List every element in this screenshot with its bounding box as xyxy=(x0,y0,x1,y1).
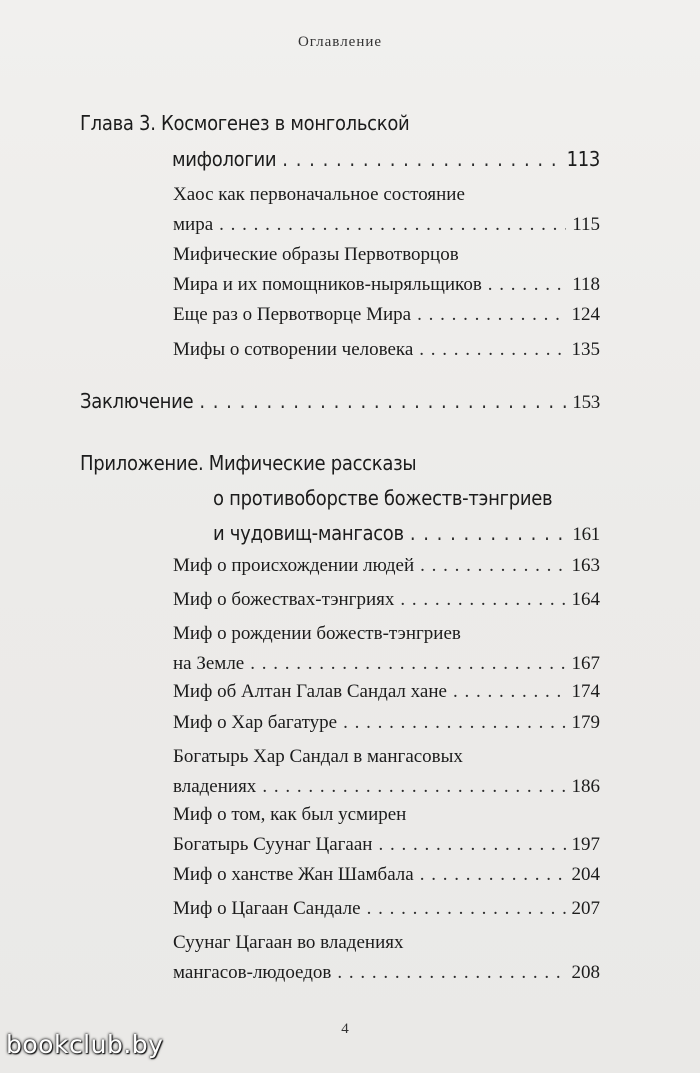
toc-entry-title-cont: о противоборстве божеств-тэнгриев xyxy=(213,486,553,510)
toc-page-number: 135 xyxy=(571,339,600,360)
toc-page-number: 124 xyxy=(571,304,600,325)
leader-dots xyxy=(219,210,566,240)
toc-page-number: 163 xyxy=(571,555,600,576)
toc-item xyxy=(173,894,600,924)
toc-page-number: 204 xyxy=(571,864,600,885)
leader-dots xyxy=(343,708,565,738)
toc-page-number: 164 xyxy=(571,589,600,610)
leader-dots xyxy=(367,894,566,924)
toc-line xyxy=(172,144,600,174)
running-header: Оглавление xyxy=(297,34,383,50)
toc-entry-title: Приложение. Мифические рассказы xyxy=(80,451,417,475)
toc-page-number: 118 xyxy=(572,274,600,295)
toc-entry-title: Миф о происхождении людей xyxy=(173,555,415,576)
leader-dots xyxy=(250,649,565,679)
toc-page-number: 167 xyxy=(571,653,600,674)
toc-page-number: 161 xyxy=(572,524,600,545)
toc-entry-title: Глава 3. Космогенез в монгольской xyxy=(80,111,410,135)
toc-item xyxy=(173,742,600,802)
toc-page-number: 208 xyxy=(571,962,600,983)
toc-item xyxy=(173,335,600,365)
toc-entry-title: Хаос как первоначальное состояние xyxy=(173,184,465,205)
leader-dots xyxy=(488,270,566,300)
toc-item xyxy=(173,860,600,890)
toc-page-number: 207 xyxy=(571,898,600,919)
leader-dots xyxy=(417,300,565,330)
toc-item xyxy=(173,928,600,988)
toc-entry-title: Суунаг Цагаан во владениях xyxy=(173,932,404,953)
leader-dots xyxy=(337,958,565,988)
toc-entry-title-cont: мангасов-людоедов xyxy=(173,962,332,983)
page-number: 4 xyxy=(341,1021,349,1037)
leader-dots xyxy=(262,772,565,802)
toc-entry-title: Еще раз о Первотворце Мира xyxy=(173,304,412,325)
toc-item xyxy=(173,180,600,240)
toc-entry-title-cont: владениях xyxy=(173,776,257,797)
toc-entry-title-cont: мира xyxy=(173,214,214,235)
toc-page-number: 153 xyxy=(572,392,600,413)
toc-entry-title-cont: Богатырь Суунаг Цагаан xyxy=(173,834,373,855)
toc-page-number: 186 xyxy=(571,776,600,797)
toc-entry-title-cont: на Земле xyxy=(173,653,245,674)
toc-item xyxy=(173,800,600,860)
toc-page-number: 113 xyxy=(566,147,600,171)
toc-entry-title: Мифические образы Первотворцов xyxy=(173,244,459,265)
toc-entry-title-cont: и чудовищ-мангасов xyxy=(213,521,404,545)
toc-page-number: 115 xyxy=(572,214,600,235)
watermark: bookclub.by xyxy=(6,1030,164,1059)
toc-page-number: 179 xyxy=(571,712,600,733)
toc-entry-title: Миф о ханстве Жан Шамбала xyxy=(173,864,414,885)
toc-page-number: 197 xyxy=(571,834,600,855)
toc-entry-title: Миф о том, как был усмирен xyxy=(173,804,407,825)
toc-chapter-3 xyxy=(80,108,600,174)
toc-entry-title: Богатырь Хар Сандал в мангасовых xyxy=(173,746,463,767)
leader-dots xyxy=(420,551,565,581)
toc-entry-title: Миф о божествах-тэнгриях xyxy=(173,589,395,610)
toc-entry-title: Миф о рождении божеств-тэнгриев xyxy=(173,623,461,644)
toc-item xyxy=(173,300,600,330)
toc-entry-title-cont: мифологии xyxy=(172,147,277,171)
toc-entry-title: Мифы о сотворении человека xyxy=(173,339,414,360)
toc-item xyxy=(173,619,600,679)
toc-item xyxy=(173,585,600,615)
toc-item xyxy=(173,708,600,738)
toc-page-number: 174 xyxy=(571,681,600,702)
leader-dots xyxy=(378,830,565,860)
toc-item xyxy=(173,240,600,300)
toc-entry-title: Миф о Хар багатуре xyxy=(173,712,338,733)
toc-entry-title: Миф о Цагаан Сандале xyxy=(173,898,361,919)
toc-entry-title: Миф об Алтан Галав Сандал хане xyxy=(173,681,447,702)
leader-dots xyxy=(400,585,565,615)
toc-line xyxy=(80,108,600,138)
toc-item xyxy=(173,677,600,707)
leader-dots xyxy=(453,677,566,707)
leader-dots xyxy=(419,335,565,365)
leader-dots xyxy=(410,518,567,548)
toc-entry-title-cont: Мира и их помощников-ныряльщиков xyxy=(173,274,482,295)
toc-item xyxy=(173,551,600,581)
leader-dots xyxy=(199,386,566,416)
toc-conclusion xyxy=(80,386,600,418)
toc-entry-title: Заключение xyxy=(80,389,194,413)
leader-dots xyxy=(420,860,566,890)
leader-dots xyxy=(282,144,560,174)
toc-appendix xyxy=(80,448,600,550)
